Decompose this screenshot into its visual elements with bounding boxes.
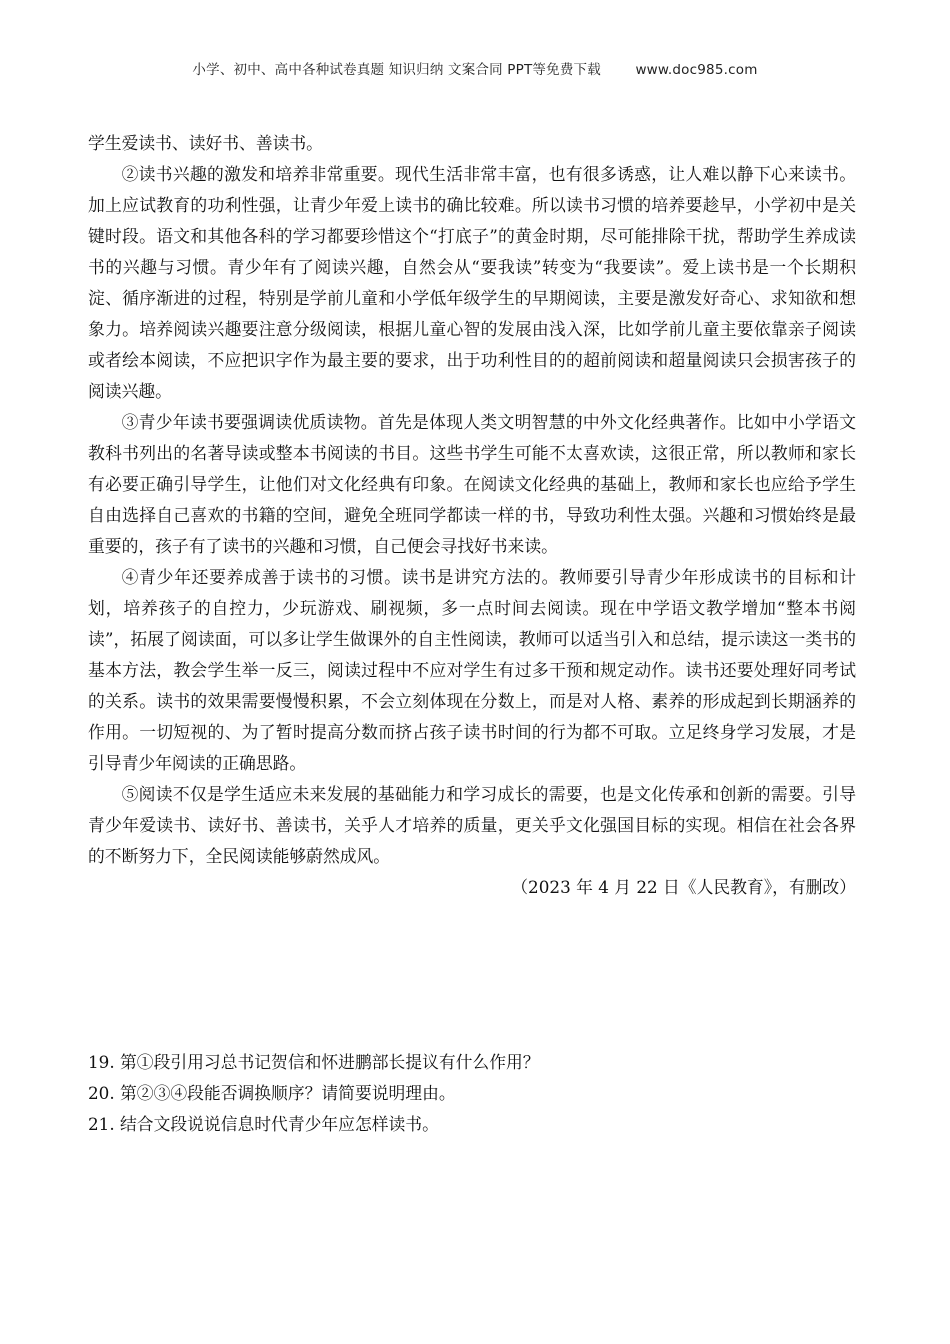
header-text: 小学、初中、高中各种试卷真题 知识归纳 文案合同 PPT等免费下载: [192, 62, 601, 78]
page-header: [0, 58, 950, 78]
article-source: （2023 年 4 月 22 日《人民教育》，有删改）: [511, 877, 856, 897]
question-item: 21. 结合文段说说信息时代青少年应怎样读书。: [88, 1114, 439, 1134]
article-paragraph: ⑤阅读不仅是学生适应未来发展的基础能力和学习成长的需要，也是文化传承和创新的需要。引导青少年爱读书、读好书、善读书，关乎人才培养的质量，更关乎文化强国目标的实现。相信在社会各界的不断努力下，全民阅读能够蔚然成风。: [88, 784, 856, 866]
article-paragraph: ③青少年读书要强调读优质读物。首先是体现人类文明智慧的中外文化经典著作。比如中小学语文教科书列出的名著导读或整本书阅读的书目。这些书学生可能不太喜欢读，这很正常，所以教师和家长有必要正确引导学生，让他们对文化经典有印象。在阅读文化经典的基础上，教师和家长也应给予学生自由选择自己喜欢的书籍的空间，避免全班同学都读一样的书，导致功利性太强。兴趣和习惯始终是最重要的，孩子有了读书的兴趣和习惯，自己便会寻找好书来读。: [88, 412, 856, 556]
question-item: 19. 第①段引用习总书记贺信和怀进鹏部长提议有什么作用？: [88, 1052, 540, 1072]
article-body: [88, 128, 856, 902]
header-site-link[interactable]: www.doc985.com: [635, 62, 758, 78]
question-list: [88, 1047, 856, 1140]
article-paragraph: 学生爱读书、读好书、善读书。: [88, 133, 323, 153]
article-paragraph: ④青少年还要养成善于读书的习惯。读书是讲究方法的。教师要引导青少年形成读书的目标和计划，培养孩子的自控力，少玩游戏、刷视频，多一点时间去阅读。现在中学语文教学增加“整本书阅读”，拓展了阅读面，可以多让学生做课外的自主性阅读，教师可以适当引入和总结，提示读这一类书的基本方法，教会学生举一反三，阅读过程中不应对学生有过多干预和规定动作。读书还要处理好同考试的关系。读书的效果需要慢慢积累，不会立刻体现在分数上，而是对人格、素养的形成起到长期涵养的作用。一切短视的、为了暂时提高分数而挤占孩子读书时间的行为都不可取。立足终身学习发展，才是引导青少年阅读的正确思路。: [88, 567, 856, 773]
question-item: 20. 第②③④段能否调换顺序？请简要说明理由。: [88, 1083, 456, 1103]
article-paragraph: ②读书兴趣的激发和培养非常重要。现代生活非常丰富，也有很多诱惑，让人难以静下心来读书。加上应试教育的功利性强，让青少年爱上读书的确比较难。所以读书习惯的培养要趁早，小学初中是关键时段。语文和其他各科的学习都要珍惜这个“打底子”的黄金时期，尽可能排除干扰，帮助学生养成读书的兴趣与习惯。青少年有了阅读兴趣，自然会从“要我读”转变为“我要读”。爱上读书是一个长期积淀、循序渐进的过程，特别是学前儿童和小学低年级学生的早期阅读，主要是激发好奇心、求知欲和想象力。培养阅读兴趣要注意分级阅读，根据儿童心智的发展由浅入深，比如学前儿童主要依靠亲子阅读或者绘本阅读，不应把识字作为最主要的要求，出于功利性目的的超前阅读和超量阅读只会损害孩子的阅读兴趣。: [88, 164, 856, 401]
